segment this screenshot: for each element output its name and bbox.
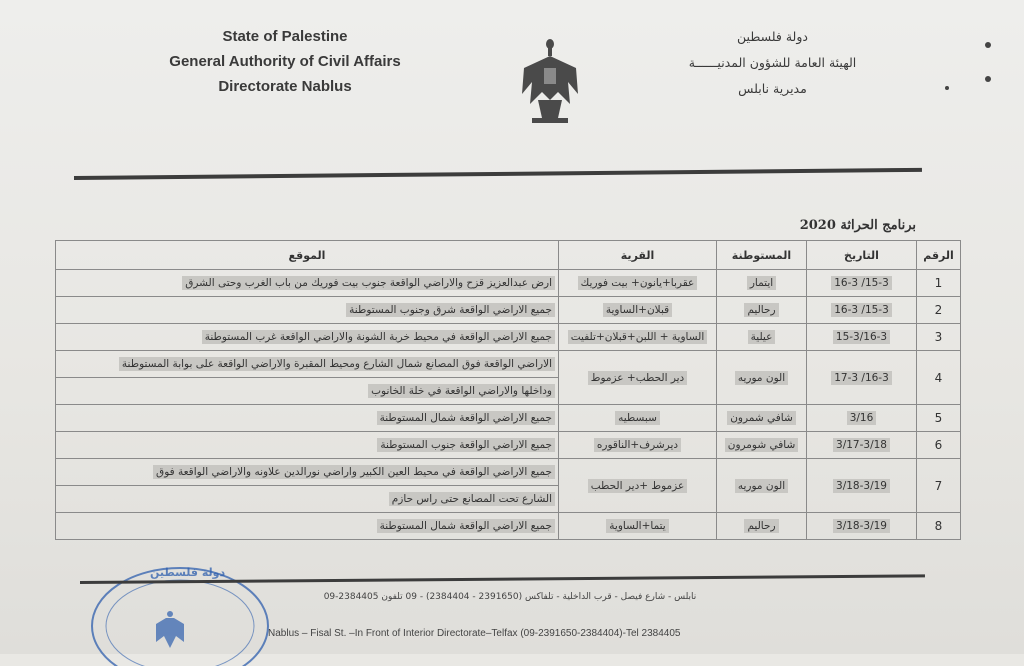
cell-location bbox=[56, 432, 559, 459]
plowing-schedule-table bbox=[55, 240, 961, 540]
cell-location-text: جميع الاراضي الواقعة في محيط العين الكبير واراضي نورالدين علاونه والاراضي الواقعة فوق bbox=[153, 465, 555, 479]
cell-location bbox=[56, 351, 559, 378]
table-row bbox=[56, 513, 961, 540]
table-row bbox=[56, 459, 961, 486]
cell-date-text: 16-3/ 17-3 bbox=[831, 371, 892, 385]
header-date: التاريخ bbox=[807, 241, 917, 270]
cell-location bbox=[56, 405, 559, 432]
table-row bbox=[56, 405, 961, 432]
cell-village-text: سبسطيه bbox=[615, 411, 660, 425]
cell-village bbox=[559, 432, 717, 459]
cell-settlement bbox=[717, 324, 807, 351]
cell-location bbox=[56, 513, 559, 540]
cell-settlement-text: عيلية bbox=[748, 330, 776, 344]
ar-authority-name: الهيئة العامة للشؤون المدنيــــــة bbox=[688, 55, 857, 70]
cell-settlement-text: شافي شمرون bbox=[727, 411, 796, 425]
cell-settlement bbox=[717, 459, 807, 513]
cell-settlement-text: رحاليم bbox=[744, 519, 778, 533]
program-title: برنامج الحراثة 2020 bbox=[799, 218, 916, 233]
header-location: الموقع bbox=[56, 241, 559, 270]
ar-state-name: دولة فلسطين bbox=[737, 29, 808, 44]
cell-settlement-text: ايتمار bbox=[747, 276, 776, 290]
cell-location-continued bbox=[56, 378, 559, 405]
table-row bbox=[56, 270, 961, 297]
cell-village bbox=[559, 459, 717, 513]
cell-village bbox=[559, 297, 717, 324]
arabic-letterhead bbox=[640, 24, 905, 102]
cell-num: 6 bbox=[917, 432, 961, 459]
cell-location-text: جميع الاراضي الواقعة شمال المستوطنة bbox=[377, 519, 555, 533]
cell-date-text: 3/16 bbox=[847, 411, 877, 425]
table-row bbox=[56, 324, 961, 351]
cell-location-text: الاراضي الواقعة فوق المصانع شمال الشارع ومحيط المقبرة والاراضي الواقعة على بوابة المستوطنة bbox=[119, 357, 555, 371]
cell-date bbox=[807, 351, 917, 405]
cell-date bbox=[807, 270, 917, 297]
header-settlement: المستوطنة bbox=[717, 241, 807, 270]
cell-village bbox=[559, 270, 717, 297]
punch-hole-mark bbox=[985, 42, 991, 48]
header-num: الرقم bbox=[917, 241, 961, 270]
schedule-table-wrapper bbox=[55, 240, 960, 585]
footer-arabic-address: نابلس - شارع فيصل - قرب الداخلية - تلفاكس (2391650 - 2384404) - 09 تلفون 2384405-09 bbox=[323, 592, 697, 602]
cell-settlement bbox=[717, 297, 807, 324]
cell-location bbox=[56, 459, 559, 486]
cell-location bbox=[56, 297, 559, 324]
punch-hole-mark bbox=[985, 76, 991, 82]
cell-date bbox=[807, 432, 917, 459]
cell-date-text: 15-3/ 16-3 bbox=[831, 276, 892, 290]
punch-hole-mark bbox=[945, 86, 949, 90]
cell-date bbox=[807, 459, 917, 513]
cell-village-text: يتما+الساوية bbox=[606, 519, 668, 533]
footer-english-address: Nablus – Fisal St. –In Front of Interior Directorate–Telfax (09-2391650-2384404)-Tel 2384405 bbox=[268, 628, 681, 639]
english-letterhead bbox=[150, 24, 420, 99]
cell-num: 3 bbox=[917, 324, 961, 351]
ar-directorate-name: مديرية نابلس bbox=[738, 81, 807, 96]
cell-num: 5 bbox=[917, 405, 961, 432]
cell-settlement-text: شافي شومرون bbox=[725, 438, 799, 452]
cell-date-text: 3/18-3/19 bbox=[833, 519, 890, 533]
cell-location-text: وداخلها والاراضي الواقعة في خلة الخانوب bbox=[368, 384, 555, 398]
en-directorate-name: Directorate Nablus bbox=[218, 78, 352, 95]
cell-location-text: جميع الاراضي الواقعة شرق وجنوب المستوطنة bbox=[346, 303, 555, 317]
cell-settlement-text: الون موريه bbox=[735, 371, 788, 385]
cell-num: 4 bbox=[917, 351, 961, 405]
cell-location-text: الشارع تحت المصانع حتى راس حازم bbox=[389, 492, 555, 506]
stamp-label: دولة فلسطين bbox=[150, 566, 226, 579]
cell-village-text: عزموط +دير الحطب bbox=[588, 479, 688, 493]
header-village: القرية bbox=[559, 241, 717, 270]
cell-settlement bbox=[717, 351, 807, 405]
cell-num: 7 bbox=[917, 459, 961, 513]
cell-location bbox=[56, 270, 559, 297]
cell-village bbox=[559, 405, 717, 432]
cell-location-text: جميع الاراضي الواقعة شمال المستوطنة bbox=[377, 411, 555, 425]
cell-num: 1 bbox=[917, 270, 961, 297]
cell-date-text: 15-3/ 16-3 bbox=[831, 303, 892, 317]
cell-village bbox=[559, 351, 717, 405]
en-state-name: State of Palestine bbox=[222, 28, 348, 45]
cell-settlement bbox=[717, 513, 807, 540]
cell-village bbox=[559, 324, 717, 351]
cell-settlement bbox=[717, 405, 807, 432]
cell-village-text: الساوية + اللبن+قبلان+تلفيت bbox=[568, 330, 707, 344]
cell-settlement-text: الون موريه bbox=[735, 479, 788, 493]
cell-settlement bbox=[717, 432, 807, 459]
en-authority-name: General Authority of Civil Affairs bbox=[169, 53, 401, 70]
header-divider bbox=[74, 168, 922, 180]
cell-location-text: جميع الاراضي الواقعة جنوب المستوطنة bbox=[377, 438, 555, 452]
cell-num: 8 bbox=[917, 513, 961, 540]
cell-settlement-text: رحاليم bbox=[744, 303, 778, 317]
cell-location-text: جميع الاراضي الواقعة في محيط خربة الشونة والاراضي الواقعة غرب المستوطنة bbox=[202, 330, 555, 344]
cell-village-text: دير الحطب+ عزموط bbox=[588, 371, 688, 385]
cell-village-text: ديرشرف+الناقوره bbox=[594, 438, 681, 452]
table-row bbox=[56, 432, 961, 459]
cell-num: 2 bbox=[917, 297, 961, 324]
cell-village-text: عقربا+يانون+ بيت فوريك bbox=[578, 276, 698, 290]
cell-location-text: ارض عبدالعزيز قزح والاراضي الواقعة جنوب بيت فوريك من باب الغرب وحتى الشرق bbox=[182, 276, 555, 290]
cell-date-text: 3/18-3/19 bbox=[833, 479, 890, 493]
palestine-eagle-emblem bbox=[518, 34, 582, 126]
cell-village-text: قبلان+الساوية bbox=[603, 303, 672, 317]
cell-date bbox=[807, 324, 917, 351]
cell-location-continued bbox=[56, 486, 559, 513]
cell-date bbox=[807, 513, 917, 540]
cell-date bbox=[807, 405, 917, 432]
table-row bbox=[56, 351, 961, 378]
cell-settlement bbox=[717, 270, 807, 297]
cell-date-text: 15-3/16-3 bbox=[833, 330, 890, 344]
cell-village bbox=[559, 513, 717, 540]
table-row bbox=[56, 297, 961, 324]
cell-date-text: 3/17-3/18 bbox=[833, 438, 890, 452]
cell-location bbox=[56, 324, 559, 351]
table-header-row bbox=[56, 241, 961, 270]
cell-date bbox=[807, 297, 917, 324]
